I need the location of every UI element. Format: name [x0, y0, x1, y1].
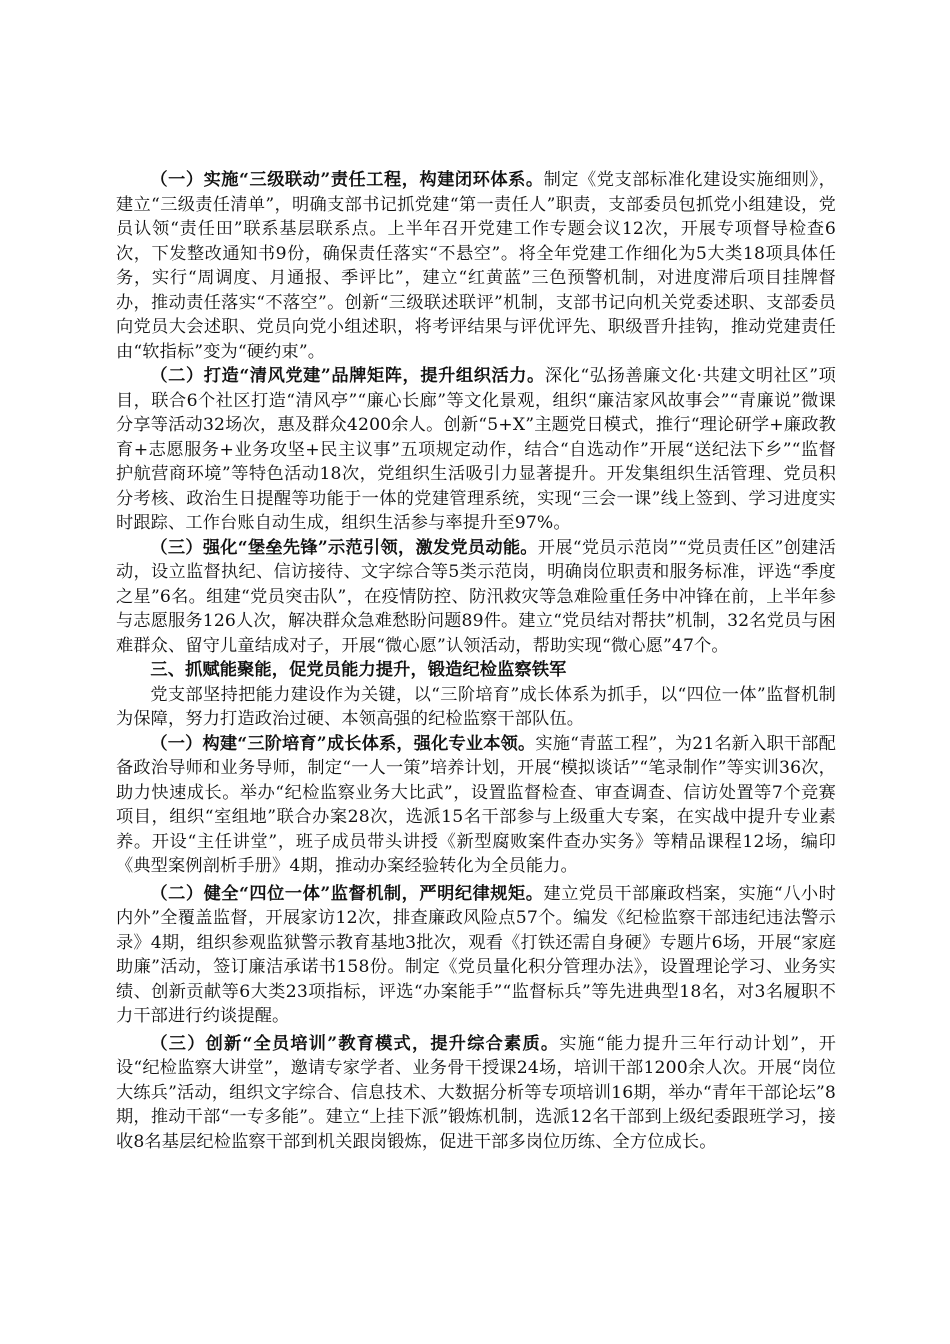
paragraph-body: 开展“党员示范岗”“党员责任区”创建活动，设立监督执纪、信访接待、文字综合等5类示范岗，明确岗位职责和服务标准，评选“季度之星”6名。组建“党员突击队”，在疫情防控、防汛救灾等急难险重任务中冲锋在前，上半年参与志愿服务126人次，解决群众急难愁盼问题89件。建立“党员结对帮扶”机制，32名党员与困难群众、留守儿童结成对子，开展“微心愿”认领活动，帮助实现“微心愿”47个。 — [116, 537, 836, 656]
paragraph-responsibility-project — [116, 168, 836, 364]
paragraph-body: 党支部坚持把能力建设作为关键，以“三阶培育”成长体系为抓手，以“四位一体”监督机制为保障，努力打造政治过硬、本领高强的纪检监察干部队伍。 — [116, 684, 836, 729]
paragraph-three-stage-training — [116, 732, 836, 879]
paragraph-body: 建立党员干部廉政档案，实施“八小时内外”全覆盖监督，开展家访12次，排查廉政风险点57个。编发《纪检监察干部违纪违法警示录》4期，组织参观监狱警示教育基地3批次，观看《打铁还需自身硬》专题片6场，开展“家庭助廉”活动，签订廉洁承诺书158份。制定《党员量化积分管理办法》，设置理论学习、业务实绩、创新贡献等6大类23项指标，评选“办案能手”“监督标兵”等先进典型18名，对3名履职不力干部进行约谈提醒。 — [116, 883, 836, 1026]
paragraph-section-intro — [116, 683, 836, 732]
paragraph-vanguard — [116, 536, 836, 659]
paragraph-body: 实施“能力提升三年行动计划”，开设“纪检监察大讲堂”，邀请专家学者、业务骨干授课24场，培训干部1200余人次。开展“岗位大练兵”活动，组织文字综合、信息技术、大数据分析等专项培训16期，举办“青年干部论坛”8期，推动干部“一专多能”。建立“上挂下派”锻炼机制，选派12名干部到上级纪委跟班学习，接收8名基层纪检监察干部到机关跟岗锻炼，促进干部多岗位历练、全方位成长。 — [116, 1033, 836, 1152]
document-page — [116, 168, 836, 1154]
paragraph-body: 深化“弘扬善廉文化·共建文明社区”项目，联合6个社区打造“清风亭”“廉心长廊”等文化景观，组织“廉洁家风故事会”“青廉说”微课分享等活动32场次，惠及群众4200余人。创新“5+X”主题党日模式，推行“理论研学+廉政教育+志愿服务+业务攻坚+民主议事”五项规定动作，结合“自选动作”开展“送纪法下乡”“监督护航营商环境”等特色活动18次，党组织生活吸引力显著提升。开发集组织生活管理、党员积分考核、政治生日提醒等功能于一体的党建管理系统，实现“三会一课”线上签到、学习进度实时跟踪、工作台账自动生成，组织生活参与率提升至97%。 — [116, 366, 836, 533]
section-heading-three — [116, 658, 836, 683]
paragraph-lead: （一）构建“三阶培育”成长体系，强化专业本领。 — [150, 733, 536, 754]
paragraph-body: 实施“青蓝工程”，为21名新入职干部配备政治导师和业务导师，制定“一人一策”培养计划，开展“模拟谈话”“笔录制作”等实训36次，助力快速成长。举办“纪检监察业务大比武”，设置监督检查、审查调查、信访处置等7个竞赛项目，组织“室组地”联合办案28次，选派15名干部参与上级重大专案，在实战中提升专业素养。开设“主任讲堂”，班子成员带头讲授《新型腐败案件查办实务》等精品课程12场，编印《典型案例剖析手册》4期，推动办案经验转化为全员能力。 — [116, 733, 837, 876]
paragraph-lead: （二）打造“清风党建”品牌矩阵，提升组织活力。 — [150, 366, 545, 386]
paragraph-lead: （三）强化“堡垒先锋”示范引领，激发党员动能。 — [150, 537, 538, 558]
paragraph-lead: （一）实施“三级联动”责任工程，构建闭环体系。 — [150, 170, 544, 190]
paragraph-brand-matrix — [116, 364, 836, 536]
paragraph-lead: （三）创新“全员培训”教育模式，提升综合素质。 — [150, 1033, 560, 1054]
section-heading-text: 三、抓赋能聚能，促党员能力提升，锻造纪检监察铁军 — [150, 660, 567, 680]
paragraph-full-training — [116, 1032, 836, 1155]
paragraph-supervision-mechanism — [116, 882, 836, 1029]
paragraph-body: 制定《党支部标准化建设实施细则》，建立“三级责任清单”，明确支部书记抓党建“第一责任人”职责，支部委员包抓党小组建设，党员认领“责任田”联系基层联系点。上半年召开党建工作专题会议12次，开展专项督导检查6次，下发整改通知书9份，确保责任落实“不悬空”。将全年党建工作细化为5大类18项具体任务，实行“周调度、月通报、季评比”，建立“红黄蓝”三色预警机制，对进度滞后项目挂牌督办，推动责任落实“不落空”。创新“三级联述联评”机制，支部书记向机关党委述职、支部委员向党员大会述职、党员向党小组述职，将考评结果与评优评先、职级晋升挂钩，推动党建责任由“软指标”变为“硬约束”。 — [116, 170, 836, 362]
paragraph-lead: （二）健全“四位一体”监督机制，严明纪律规矩。 — [150, 883, 544, 904]
